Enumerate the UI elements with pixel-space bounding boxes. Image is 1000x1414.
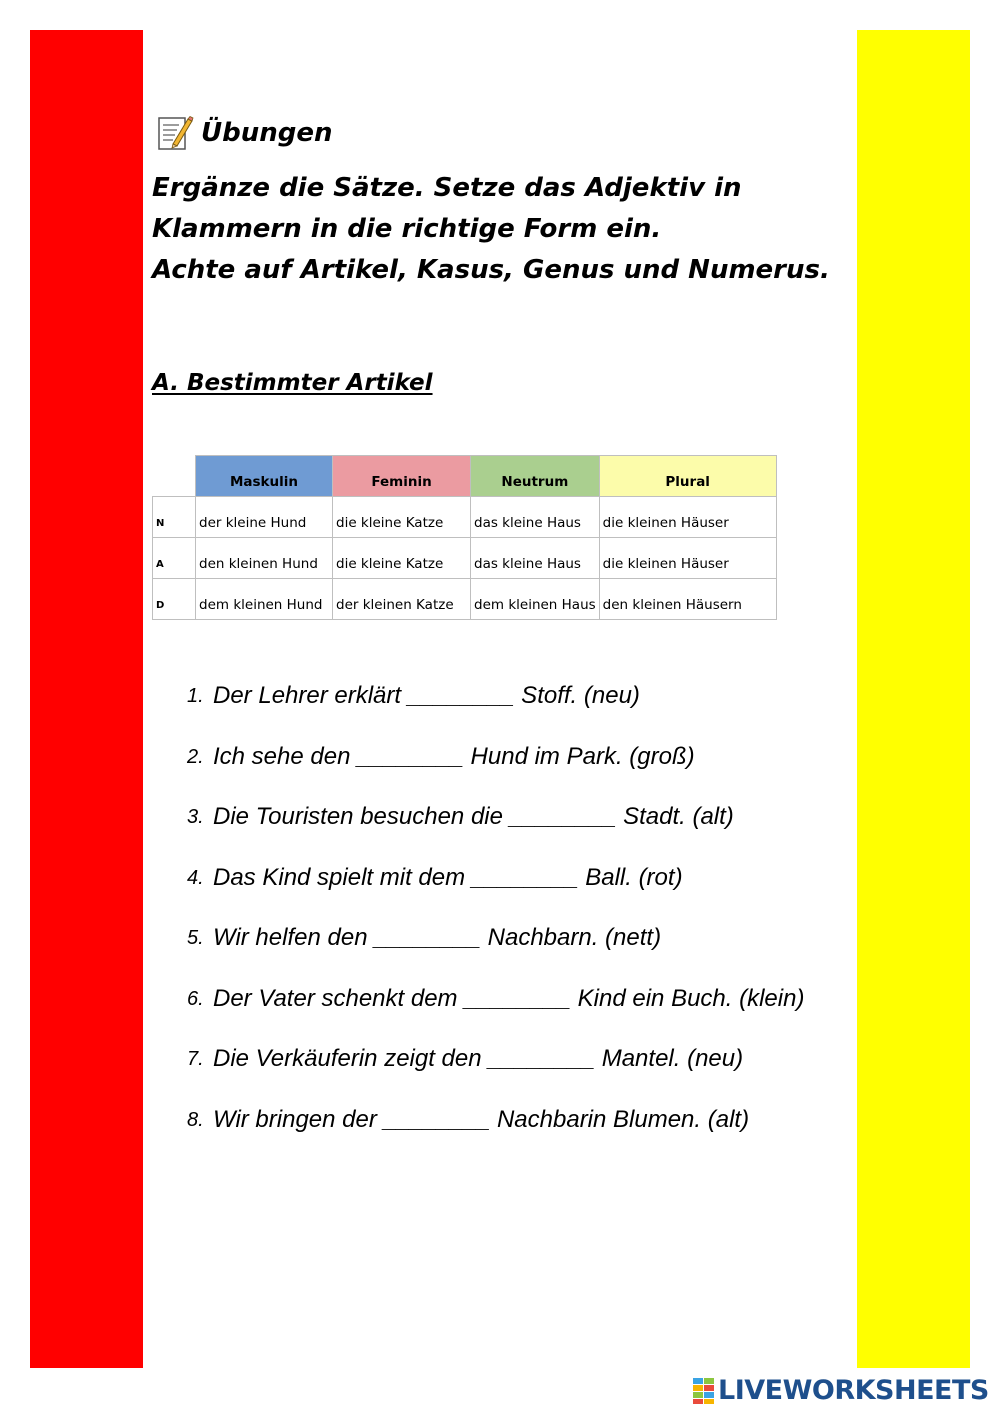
declension-table bbox=[152, 455, 777, 620]
page-title bbox=[155, 113, 333, 153]
liveworksheets-logo-icon bbox=[693, 1378, 715, 1404]
exercise-item bbox=[187, 1041, 827, 1077]
exercise-number: 6. bbox=[187, 987, 204, 1010]
exercise-item bbox=[187, 739, 827, 775]
exercise-item bbox=[187, 860, 827, 896]
table-row bbox=[153, 538, 777, 579]
table-cell: die kleinen Häuser bbox=[599, 538, 776, 579]
exercise-number: 1. bbox=[187, 685, 204, 707]
memo-icon bbox=[155, 113, 195, 153]
left-red-bar bbox=[30, 30, 143, 1368]
table-cell: der kleine Hund bbox=[196, 497, 333, 538]
case-label: A bbox=[153, 538, 196, 579]
exercise-number: 8. bbox=[187, 1108, 204, 1131]
table-cell: die kleine Katze bbox=[333, 497, 471, 538]
table-cell: den kleinen Häusern bbox=[599, 579, 776, 620]
instructions bbox=[152, 168, 852, 291]
table-row bbox=[153, 497, 777, 538]
exercise-text: Die Touristen besuchen die ________ Stadt. (alt) bbox=[213, 803, 734, 830]
table-cell: der kleinen Katze bbox=[333, 579, 471, 620]
exercise-item bbox=[187, 1102, 827, 1138]
section-heading: A. Bestimmter Artikel bbox=[152, 370, 433, 396]
case-label: D bbox=[153, 579, 196, 620]
exercise-text: Wir bringen der ________ Nachbarin Blumen. (alt) bbox=[213, 1105, 750, 1133]
table-corner bbox=[153, 456, 196, 497]
table-row bbox=[153, 579, 777, 620]
liveworksheets-logo[interactable] bbox=[693, 1375, 989, 1406]
table-cell: den kleinen Hund bbox=[196, 538, 333, 579]
table-cell: das kleine Haus bbox=[471, 497, 600, 538]
exercise-text: Das Kind spielt mit dem ________ Ball. (rot) bbox=[213, 863, 683, 891]
title-text: Übungen bbox=[201, 118, 333, 148]
exercise-number: 3. bbox=[187, 806, 204, 828]
header-plural: Plural bbox=[599, 456, 776, 497]
exercise-item bbox=[187, 981, 827, 1017]
instruction-line: Ergänze die Sätze. Setze das Adjektiv in bbox=[152, 173, 742, 203]
table-cell: dem kleinen Haus bbox=[471, 579, 600, 620]
instruction-line: Achte auf Artikel, Kasus, Genus und Numerus. bbox=[152, 255, 830, 285]
table-cell: dem kleinen Hund bbox=[196, 579, 333, 620]
exercise-text: Wir helfen den ________ Nachbarn. (nett) bbox=[213, 924, 662, 951]
exercise-number: 4. bbox=[187, 866, 204, 889]
header-feminin: Feminin bbox=[333, 456, 471, 497]
header-maskulin: Maskulin bbox=[196, 456, 333, 497]
table-cell: das kleine Haus bbox=[471, 538, 600, 579]
exercise-number: 2. bbox=[187, 745, 204, 768]
table-cell: die kleine Katze bbox=[333, 538, 471, 579]
exercise-text: Die Verkäuferin zeigt den ________ Mantel. (neu) bbox=[213, 1045, 744, 1072]
exercise-list bbox=[187, 678, 827, 1162]
table-cell: die kleinen Häuser bbox=[599, 497, 776, 538]
exercise-item bbox=[187, 678, 827, 714]
table-header-row bbox=[153, 456, 777, 497]
exercise-text: Der Vater schenkt dem ________ Kind ein Buch. (klein) bbox=[213, 984, 805, 1012]
logo-text: LIVEWORKSHEETS bbox=[718, 1375, 989, 1406]
exercise-text: Der Lehrer erklärt ________ Stoff. (neu) bbox=[213, 682, 640, 709]
header-neutrum: Neutrum bbox=[471, 456, 600, 497]
exercise-number: 5. bbox=[187, 927, 204, 949]
exercise-item bbox=[187, 799, 827, 835]
exercise-item bbox=[187, 920, 827, 956]
case-label: N bbox=[153, 497, 196, 538]
exercise-text: Ich sehe den ________ Hund im Park. (groß) bbox=[213, 742, 695, 770]
instruction-line: Klammern in die richtige Form ein. bbox=[152, 214, 662, 244]
exercise-number: 7. bbox=[187, 1048, 204, 1070]
right-yellow-bar bbox=[857, 30, 970, 1368]
